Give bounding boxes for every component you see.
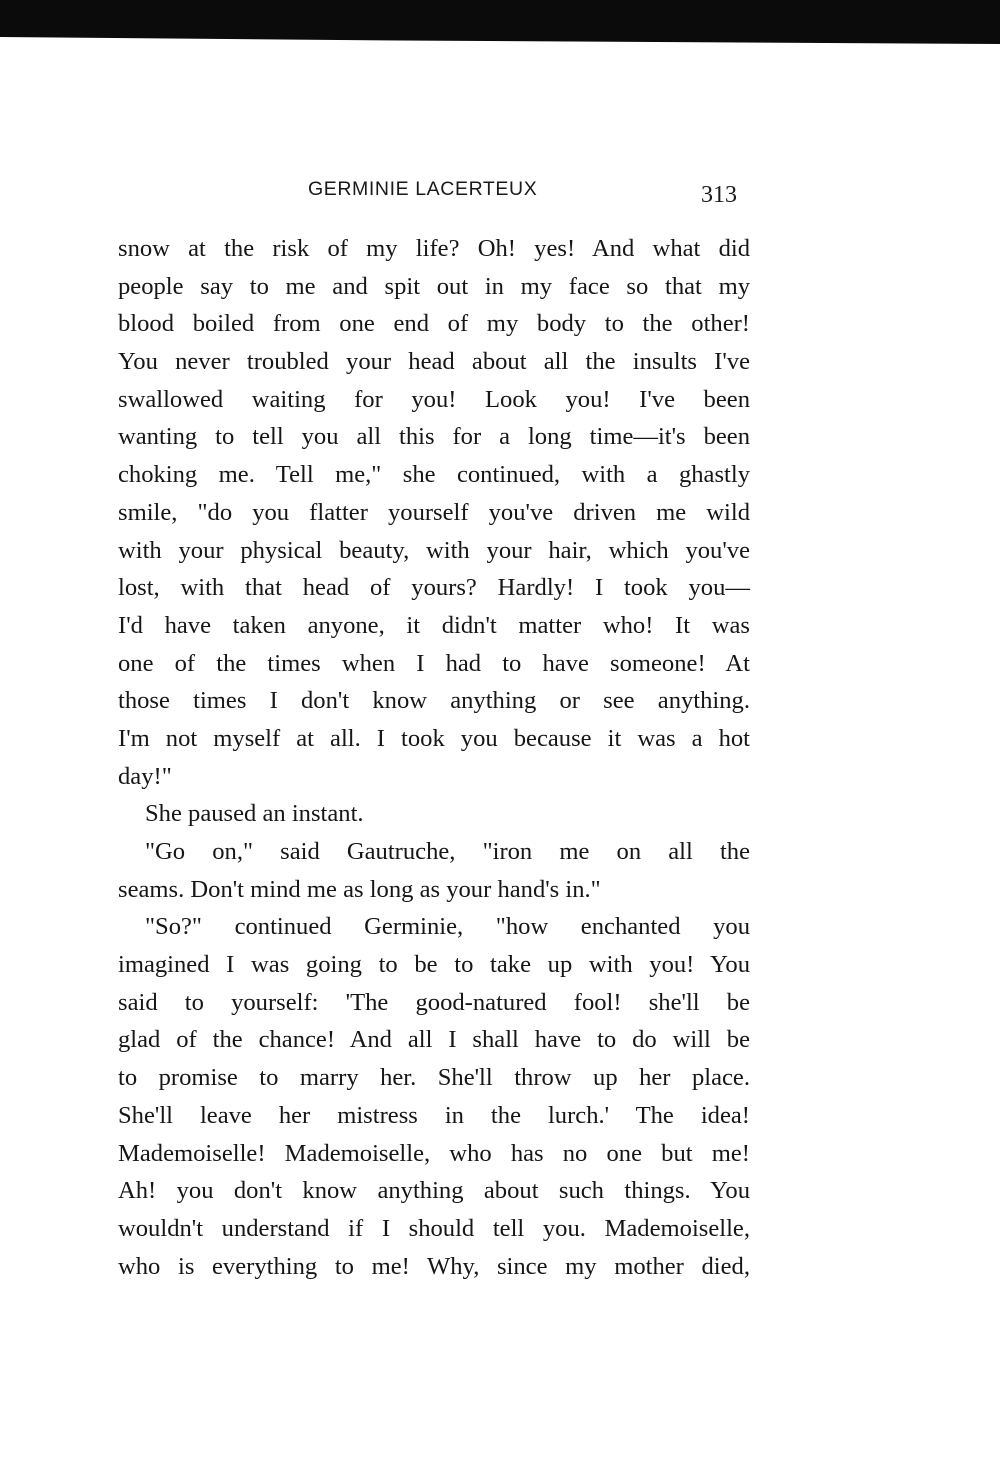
text-line: "Go on," said Gautruche, "iron me on all the [145,838,750,865]
page-number: 313 [701,182,737,208]
text-line: with your physical beauty, with your hair, which you've [118,536,750,564]
text-line: blood boiled from one end of my body to the other! [118,310,750,338]
text-line: She'll leave her mistress in the lurch.' The idea! [118,1101,750,1129]
text-line: lost, with that head of yours? Hardly! I took you— [118,574,750,602]
text-line: choking me. Tell me," she continued, with a ghastly [118,461,750,489]
text-line: smile, "do you flatter yourself you've driven me wild [118,498,750,526]
text-line: those times I don't know anything or see anything. [118,687,750,715]
text-line: people say to me and spit out in my face so that my [118,272,750,300]
text-line: said to yourself: 'The good-natured fool! she'll be [118,988,750,1016]
text-line: Mademoiselle! Mademoiselle, who has no one but me! [118,1139,750,1167]
text-line: who is everything to me! Why, since my mother died, [118,1252,750,1280]
text-line: I'm not myself at all. I took you because it was a hot [118,724,750,752]
running-head: GERMINIE LACERTEUX [308,178,538,200]
text-line: I'd have taken anyone, it didn't matter who! It was [118,611,750,639]
text-line: wouldn't understand if I should tell you. Mademoiselle, [118,1214,750,1242]
scan-edge-bar [0,0,1000,44]
text-line: snow at the risk of my life? Oh! yes! And what did [118,235,750,262]
text-line: swallowed waiting for you! Look you! I've been [118,385,750,413]
body-text [118,230,750,1285]
text-line: She paused an instant. [145,800,364,828]
text-line: seams. Don't mind me as long as your hand's in." [118,875,601,903]
text-line: to promise to marry her. She'll throw up her place. [118,1064,750,1092]
text-line: You never troubled your head about all the insults I've [118,348,750,376]
text-line: Ah! you don't know anything about such things. You [118,1177,750,1205]
text-line: day!" [118,762,172,790]
text-line: one of the times when I had to have someone! At [118,649,750,677]
text-line: "So?" continued Germinie, "how enchanted you [145,913,750,941]
text-line: wanting to tell you all this for a long time—it's been [118,423,750,451]
text-line: glad of the chance! And all I shall have to do will be [118,1026,750,1054]
text-line: imagined I was going to be to take up with you! You [118,951,750,979]
